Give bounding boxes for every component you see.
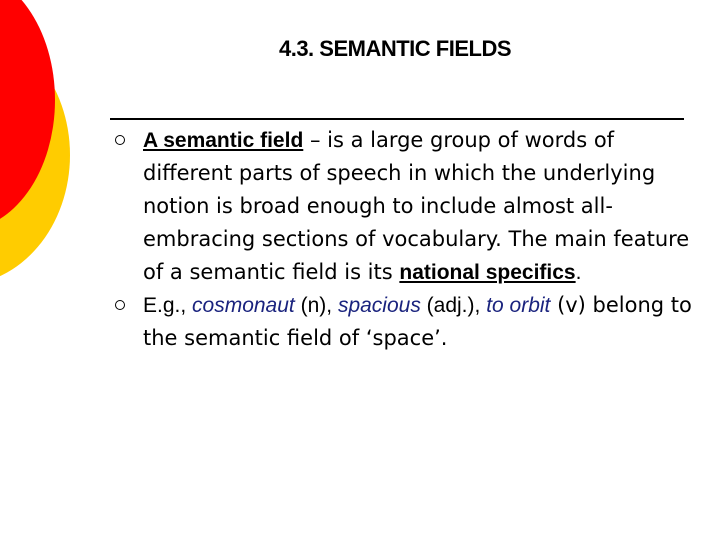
definition-term: A semantic field: [143, 129, 304, 152]
bullet-example: [110, 289, 700, 355]
example-word-spacious: spacious: [337, 294, 421, 317]
bullet-list: [110, 124, 700, 355]
title-divider: [110, 118, 684, 120]
example-pos-adj: (adj.),: [420, 294, 487, 317]
example-rest: (v) belong to the semantic field of ‘space’.: [143, 293, 692, 350]
example-prefix: E.g.,: [143, 294, 193, 317]
example-word-cosmonaut: cosmonaut: [192, 294, 295, 317]
bullet-definition: [110, 124, 700, 289]
example-pos-n: (n),: [294, 294, 338, 317]
definition-end: .: [575, 261, 582, 284]
slide-title: 4.3. SEMANTIC FIELDS: [278, 36, 512, 61]
hollow-circle-bullet-icon: [115, 300, 125, 310]
example-word-to-orbit: to orbit: [486, 294, 551, 317]
national-specifics-emphasis: national specifics: [399, 261, 576, 284]
hollow-circle-bullet-icon: [115, 135, 125, 145]
definition-text: – is a large group of words of different parts of speech in which the underlying notion is broad enough to include almost all-embracing sections of vocabulary. The main feature of a semantic field is its: [143, 128, 690, 284]
